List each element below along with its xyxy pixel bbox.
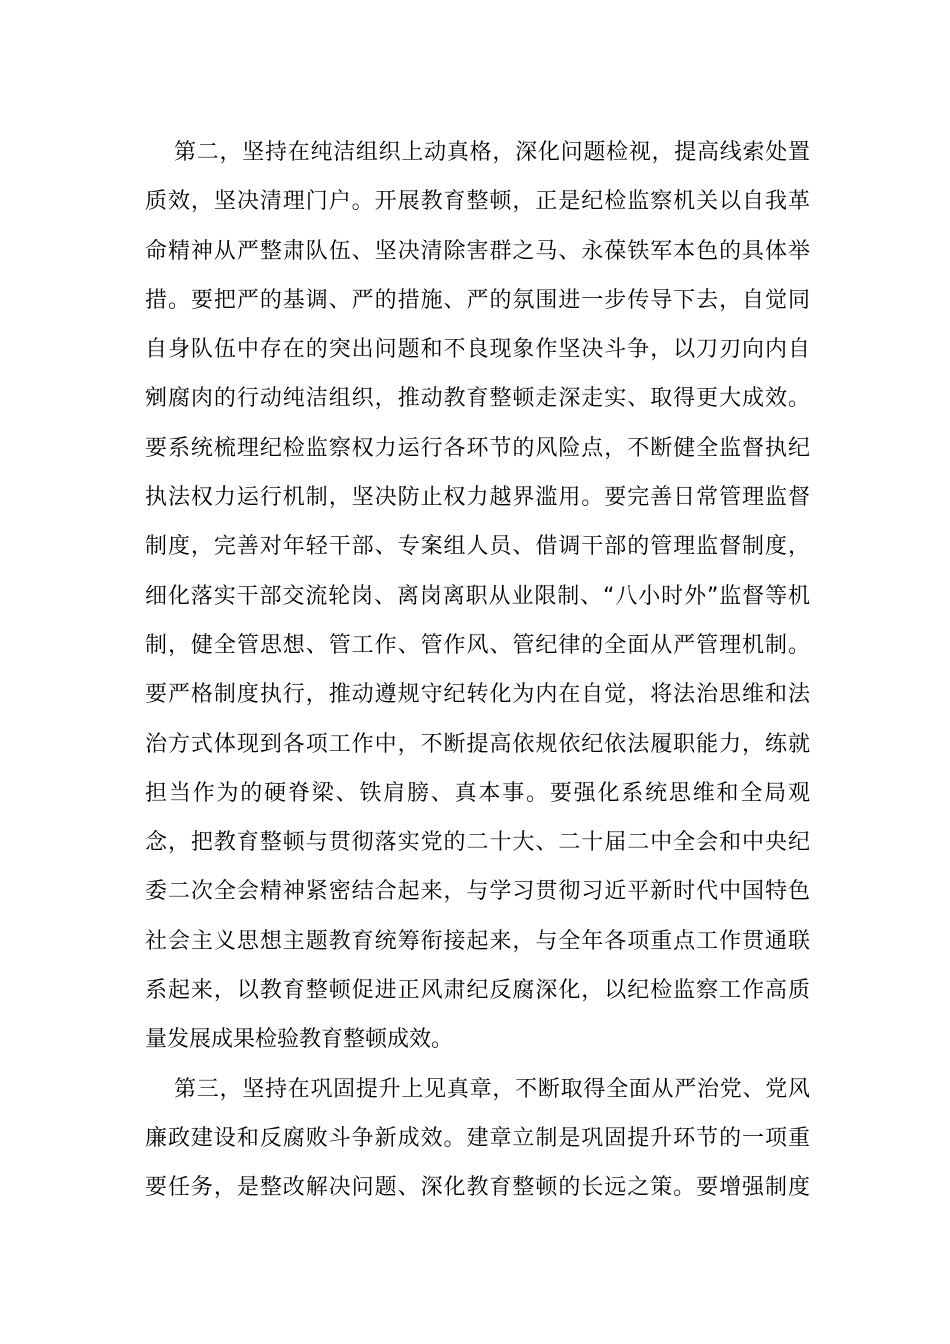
text-line: 第三，坚持在巩固提升上见真章，不断取得全面从严治党、党风 bbox=[174, 1076, 810, 1102]
text-line: 担当作为的硬脊梁、铁肩膀、真本事。要强化系统思维和全局观 bbox=[145, 780, 810, 806]
text-line: 质效，坚决清理门户。开展教育整顿，正是纪检监察机关以自我革 bbox=[145, 189, 810, 215]
text-line: 委二次全会精神紧密结合起来，与学习贯彻习近平新时代中国特色 bbox=[145, 879, 810, 905]
text-line: 廉政建设和反腐败斗争新成效。建章立制是巩固提升环节的一项重 bbox=[145, 1125, 810, 1151]
text-line: 要系统梳理纪检监察权力运行各环节的风险点，不断健全监督执纪 bbox=[145, 435, 810, 461]
document-body bbox=[145, 128, 810, 1213]
text-line: 制，健全管思想、管工作、管作风、管纪律的全面从严管理机制。 bbox=[145, 632, 810, 658]
text-line: 系起来，以教育整顿促进正风肃纪反腐深化，以纪检监察工作高质 bbox=[145, 978, 810, 1004]
text-line: 自身队伍中存在的突出问题和不良现象作坚决斗争，以刀刃向内自 bbox=[145, 337, 810, 363]
text-line: 命精神从严整肃队伍、坚决清除害群之马、永葆铁军本色的具体举 bbox=[145, 238, 810, 264]
text-line: 治方式体现到各项工作中，不断提高依规依纪依法履职能力，练就 bbox=[145, 731, 810, 757]
text-line: 制度，完善对年轻干部、专案组人员、借调干部的管理监督制度， bbox=[145, 534, 810, 560]
text-line: 要严格制度执行，推动遵规守纪转化为内在自觉，将法治思维和法 bbox=[145, 682, 810, 708]
text-line: 措。要把严的基调、严的措施、严的氛围进一步传导下去，自觉同 bbox=[145, 287, 810, 313]
text-line: 量发展成果检验教育整顿成效。 bbox=[145, 1027, 454, 1053]
text-line: 第二，坚持在纯洁组织上动真格，深化问题检视，提高线索处置 bbox=[174, 140, 810, 165]
text-line: 剜腐肉的行动纯洁组织，推动教育整顿走深走实、取得更大成效。 bbox=[145, 386, 810, 412]
text-line: 执法权力运行机制，坚决防止权力越界滥用。要完善日常管理监督 bbox=[145, 485, 810, 511]
text-line: 细化落实干部交流轮岗、离岗离职从业限制、“八小时外”监督等机 bbox=[145, 583, 810, 609]
paragraph-third bbox=[145, 1065, 810, 1213]
text-line: 念，把教育整顿与贯彻落实党的二十大、二十届二中全会和中央纪 bbox=[145, 830, 810, 856]
text-line: 社会主义思想主题教育统筹衔接起来，与全年各项重点工作贯通联 bbox=[145, 928, 810, 954]
text-line: 要任务，是整改解决问题、深化教育整顿的长远之策。要增强制度 bbox=[145, 1175, 810, 1201]
paragraph-second bbox=[145, 128, 810, 1065]
